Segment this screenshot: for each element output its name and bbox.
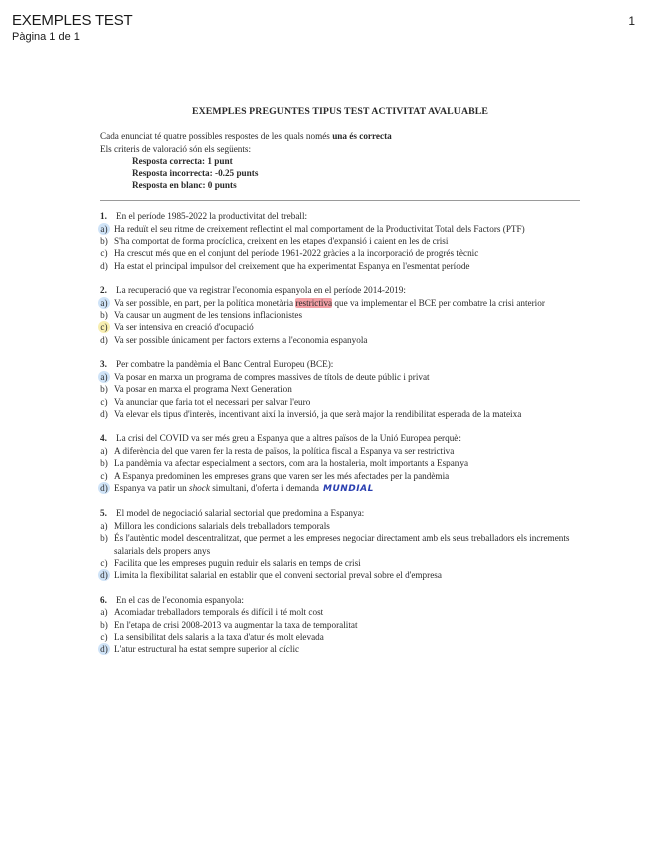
option-letter: b) — [100, 533, 108, 544]
answer-option[interactable] — [100, 247, 580, 259]
question-2 — [100, 284, 580, 346]
answer-option[interactable] — [100, 297, 580, 309]
viewer-title: EXEMPLES TEST — [12, 12, 133, 29]
question-stem — [100, 210, 580, 222]
option-letter: a) — [98, 371, 110, 383]
answer-option[interactable] — [100, 260, 580, 272]
question-text: El model de negociació salarial sectorial que predomina a Espanya: — [116, 508, 365, 519]
question-number: 4. — [100, 433, 107, 444]
answer-option[interactable] — [100, 470, 580, 482]
question-4 — [100, 432, 580, 495]
option-text: Va ser intensiva en creació d'ocupació — [114, 322, 254, 333]
option-text: Ha reduït el seu ritme de creixement reflectint el mal comportament de la Productivitat Total dels Factors (PTF) — [114, 223, 525, 234]
scoring-criteria — [132, 155, 580, 191]
handwritten-annotation: MUNDIAL — [323, 483, 374, 494]
option-text: Acomiadar treballadors temporals és difícil i té molt cost — [114, 607, 324, 618]
answer-option[interactable] — [100, 569, 580, 581]
option-text: En l'etapa de crisi 2008-2013 va augmentar la taxa de temporalitat — [114, 619, 358, 630]
option-text: S'ha comportat de forma procíclica, creixent en les etapes d'expansió i caient en les de crisi — [114, 236, 449, 247]
answer-option[interactable] — [100, 235, 580, 247]
answer-option[interactable] — [100, 532, 580, 557]
option-letter: c) — [100, 248, 108, 259]
option-letter: c) — [100, 632, 108, 642]
option-text: Ha estat el principal impulsor del creixement que ha experimentat Espanya en l'esmentat període — [114, 260, 470, 271]
option-text: Va ser possible, en part, per la política monetària restrictiva que va implementar el BCE per combatre la crisi anterior — [114, 297, 545, 308]
question-3 — [100, 358, 580, 420]
answer-option[interactable] — [100, 631, 580, 643]
question-number: 3. — [100, 359, 107, 370]
answer-option[interactable] — [100, 619, 580, 631]
answer-option[interactable] — [100, 606, 580, 618]
option-letter: c) — [100, 396, 108, 407]
option-letter: d) — [98, 482, 110, 494]
option-letter: a) — [98, 223, 110, 235]
answer-option[interactable] — [100, 445, 580, 457]
question-stem — [100, 358, 580, 370]
document-page — [100, 106, 580, 668]
option-letter: a) — [98, 297, 110, 309]
scoring-incorrect: Resposta incorrecta: -0.25 punts — [132, 168, 259, 179]
question-text: Per combatre la pandèmia el Banc Central Europeu (BCE): — [116, 359, 334, 370]
instructions-emphasis: una és correcta — [332, 131, 392, 142]
option-letter: d) — [100, 334, 108, 345]
option-letter: d) — [100, 260, 108, 271]
italic-word: shock — [189, 482, 210, 493]
question-text: En el període 1985-2022 la productivitat del treball: — [116, 211, 308, 222]
option-letter: b) — [100, 619, 108, 630]
option-text: És l'autèntic model descentralitzat, que permet a les empreses negociar directament amb els seus treballadors els increments salarials dels propers anys — [114, 533, 570, 556]
option-letter: b) — [100, 310, 108, 321]
option-letter: b) — [100, 458, 108, 469]
option-letter: c) — [100, 557, 108, 568]
answer-option[interactable] — [100, 309, 580, 321]
option-text: Va causar un augment de les tensions inflacionistes — [114, 310, 303, 321]
page-indicator: Pàgina 1 de 1 — [12, 31, 80, 43]
answer-option[interactable] — [100, 457, 580, 469]
scoring-blank: Resposta en blanc: 0 punts — [132, 180, 237, 191]
option-text: Millora les condicions salarials dels treballadors temporals — [114, 520, 330, 531]
answer-option[interactable] — [100, 396, 580, 408]
answer-option[interactable] — [100, 223, 580, 235]
option-text: Va posar en marxa el programa Next Generation — [114, 384, 292, 395]
option-letter: b) — [100, 384, 108, 395]
answer-option[interactable] — [100, 557, 580, 569]
instructions-line-1 — [100, 130, 580, 142]
answer-option[interactable] — [100, 408, 580, 420]
instructions — [100, 130, 580, 155]
page-number: 1 — [628, 14, 635, 28]
option-text: Limita la flexibilitat salarial en establir que el conveni sectorial preval sobre el d'empresa — [114, 570, 442, 581]
option-text: La pandèmia va afectar especialment a sectors, com ara la hostaleria, molt importants a Espanya — [114, 458, 469, 469]
option-text: Va elevar els tipus d'interès, incentivant així la inversió, ja que serà major la rendibilitat esperada de la mateixa — [114, 408, 522, 419]
question-number: 5. — [100, 508, 107, 519]
questions-list — [100, 210, 580, 656]
question-text: La crisi del COVID va ser més greu a Espanya que a altres països de la Unió Europea perquè: — [116, 433, 461, 444]
option-text: Va anunciar que faria tot el necessari per salvar l'euro — [114, 396, 311, 407]
option-letter: d) — [100, 408, 108, 419]
option-letter: a) — [100, 607, 108, 618]
question-text: En el cas de l'economia espanyola: — [116, 594, 244, 605]
option-letter: a) — [100, 520, 108, 531]
question-stem — [100, 507, 580, 519]
option-letter: c) — [100, 470, 108, 481]
option-text: Va ser possible únicament per factors externs a l'economia espanyola — [114, 334, 368, 345]
option-letter: c) — [98, 321, 110, 333]
option-letter: d) — [98, 569, 110, 581]
question-number: 6. — [100, 594, 107, 605]
instructions-line-2: Els criteris de valoració són els següents: — [100, 143, 252, 154]
question-5 — [100, 507, 580, 581]
question-stem — [100, 594, 580, 606]
highlighted-word: restrictiva — [295, 297, 333, 308]
answer-option[interactable] — [100, 482, 580, 495]
option-text: Espanya va patir un shock simultani, d'oferta i demanda MUNDIAL — [114, 482, 374, 494]
answer-option[interactable] — [100, 371, 580, 383]
option-text: A diferència del que varen fer la resta de països, la política fiscal a Espanya va ser restrictiva — [114, 445, 455, 456]
option-text: Facilita que les empreses puguin reduir els salaris en temps de crisi — [114, 557, 361, 568]
question-6 — [100, 594, 580, 656]
divider — [100, 200, 580, 201]
question-number: 1. — [100, 211, 107, 222]
option-text: La sensibilitat dels salaris a la taxa d'atur és molt elevada — [114, 632, 324, 642]
question-number: 2. — [100, 285, 107, 296]
answer-option[interactable] — [100, 383, 580, 395]
option-text: Ha crescut més que en el conjunt del període 1961-2022 gràcies a la incorporació de progrés tècnic — [114, 248, 479, 259]
option-text: A Espanya predominen les empreses grans que varen ser les més afectades per la pandèmia — [114, 470, 450, 481]
scoring-correct: Resposta correcta: 1 punt — [132, 156, 233, 167]
option-text: Va posar en marxa un programa de compres massives de títols de deute públic i privat — [114, 371, 430, 382]
answer-option[interactable] — [100, 321, 580, 333]
question-stem — [100, 284, 580, 296]
option-text: L'atur estructural ha estat sempre superior al cíclic — [114, 644, 300, 655]
document-title: EXEMPLES PREGUNTES TIPUS TEST ACTIVITAT AVALUABLE — [191, 106, 489, 117]
option-letter: a) — [100, 445, 108, 456]
answer-option[interactable] — [100, 643, 580, 655]
question-stem — [100, 432, 580, 444]
option-letter: b) — [100, 236, 108, 247]
option-letter: d) — [98, 643, 110, 655]
question-1 — [100, 210, 580, 272]
answer-option[interactable] — [100, 520, 580, 532]
answer-option[interactable] — [100, 334, 580, 346]
instructions-text: Cada enunciat té quatre possibles respostes de les quals només — [100, 131, 333, 142]
question-text: La recuperació que va registrar l'economia espanyola en el període 2014-2019: — [116, 285, 406, 296]
